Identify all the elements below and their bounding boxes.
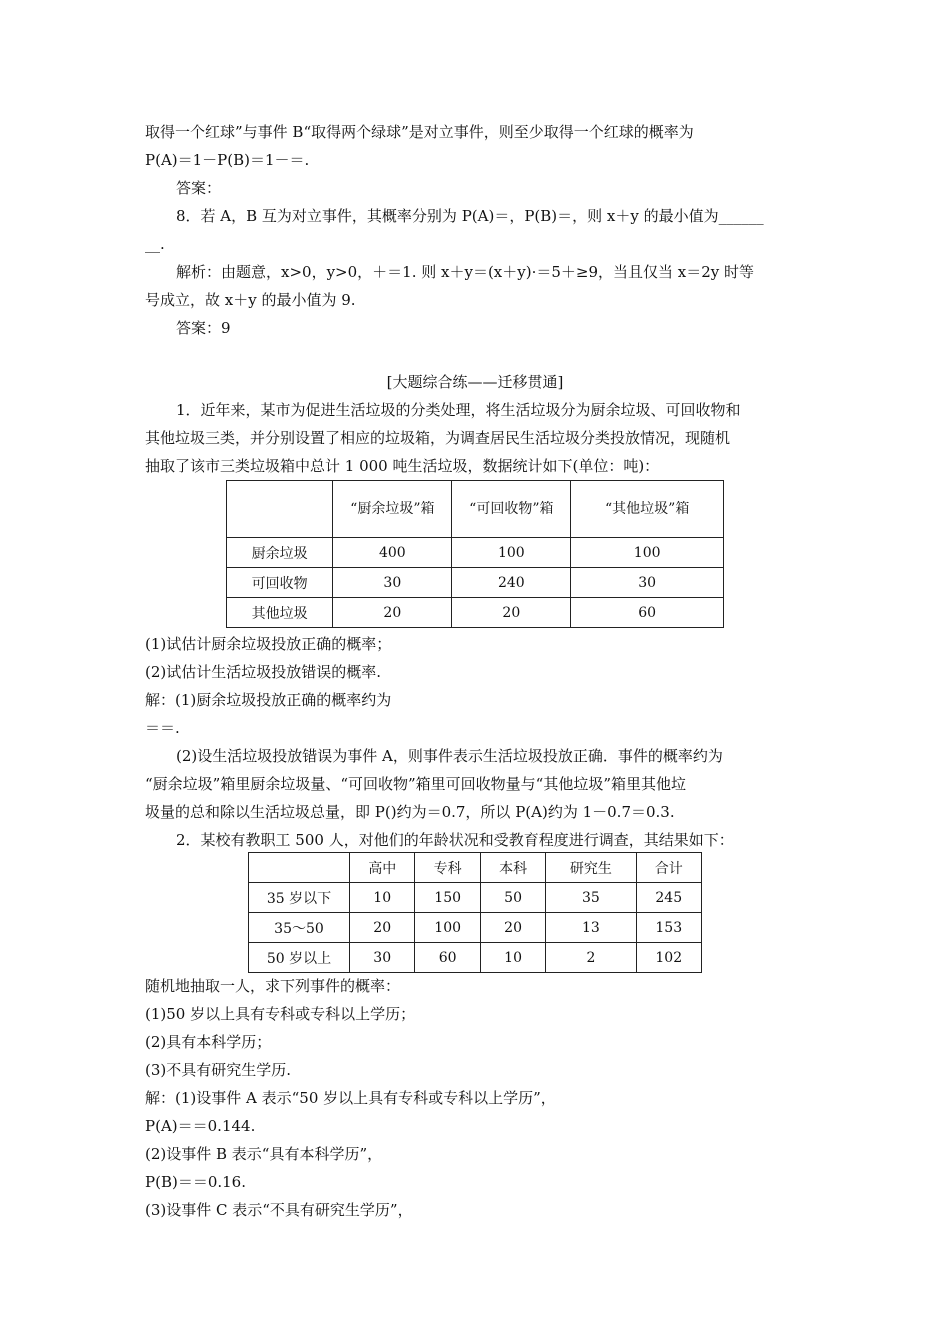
table-cell: 150 <box>415 883 480 913</box>
table-cell: 50 岁以上 <box>249 943 350 973</box>
table-cell: 50 <box>480 883 545 913</box>
table-cell: 其他垃圾 <box>227 598 333 628</box>
text-line: 号成立，故 x＋y 的最小值为 9. <box>145 291 356 309</box>
table-cell: 30 <box>571 568 724 598</box>
table-row <box>249 943 702 973</box>
text-line: 取得一个红球”与事件 B“取得两个绿球”是对立事件，则至少取得一个红球的概率为 <box>145 123 694 141</box>
table-header-cell <box>227 481 333 538</box>
answer-label: 答案： <box>176 179 222 197</box>
table-cell: 102 <box>636 943 701 973</box>
table-cell: 20 <box>333 598 452 628</box>
table-header-cell: 本科 <box>480 853 545 883</box>
problem-1: 1．近年来，某市为促进生活垃圾的分类处理，将生活垃圾分为厨余垃圾、可回收物和 <box>176 401 741 419</box>
table-row <box>227 598 724 628</box>
solution-line: (2)设事件 B 表示“具有本科学历”， <box>145 1145 383 1163</box>
section-heading: [大题综合练——迁移贯通] <box>386 373 564 391</box>
header-text: “厨余垃圾”箱 <box>350 501 435 517</box>
table-cell: 100 <box>452 538 571 568</box>
garbage-table <box>226 480 724 628</box>
header-text: “可回收物”箱 <box>469 501 554 517</box>
text-line: “厨余垃圾”箱里厨余垃圾量、“可回收物”箱里可回收物量与“其他垃圾”箱里其他垃 <box>145 775 687 793</box>
text-line: P(A)＝＝0.144. <box>145 1117 256 1135</box>
sub-question: (2)试估计生活垃圾投放错误的概率. <box>145 663 382 681</box>
analysis-line: 解析：由题意，x>0，y>0，＋＝1. 则 x＋y＝(x＋y)·＝5＋≥9，当且仅当 x＝2y 时等 <box>176 263 755 281</box>
problem-2: 2．某校有教职工 500 人，对他们的年龄状况和受教育程度进行调查，其结果如下： <box>176 831 734 849</box>
table-cell: 30 <box>333 568 452 598</box>
table-cell: 245 <box>636 883 701 913</box>
table-row <box>227 538 724 568</box>
table-cell: 厨余垃圾 <box>227 538 333 568</box>
table-cell: 100 <box>571 538 724 568</box>
text-line: __. <box>145 235 165 253</box>
table-cell: 400 <box>333 538 452 568</box>
text-line: 圾量的总和除以生活垃圾总量，即 P()约为＝0.7，所以 P(A)约为 1－0.7＝0.3. <box>145 803 675 821</box>
table-header-cell: 高中 <box>350 853 415 883</box>
table-header-cell: 研究生 <box>546 853 636 883</box>
text-line: ＝＝. <box>145 719 180 737</box>
text-line: 其他垃圾三类，并分别设置了相应的垃圾箱，为调查居民生活垃圾分类投放情况，现随机 <box>145 429 731 447</box>
table-cell: 35 岁以下 <box>249 883 350 913</box>
table-header-row <box>227 481 724 538</box>
table-cell: 10 <box>480 943 545 973</box>
question-8: 8．若 A，B 互为对立事件，其概率分别为 P(A)＝，P(B)＝，则 x＋y 的最小值为______ <box>176 207 764 225</box>
sub-question: (1)50 岁以上具有专科或专科以上学历； <box>145 1005 416 1023</box>
text-line: P(B)＝＝0.16. <box>145 1173 246 1191</box>
table-cell: 60 <box>415 943 480 973</box>
sub-question: (2)具有本科学历； <box>145 1033 272 1051</box>
answer-line: 答案：9 <box>176 319 231 337</box>
solution-line: (3)设事件 C 表示“不具有研究生学历”， <box>145 1201 413 1219</box>
table-header-cell <box>452 481 571 538</box>
table-cell: 153 <box>636 913 701 943</box>
sub-question: (1)试估计厨余垃圾投放正确的概率； <box>145 635 392 653</box>
table-cell: 2 <box>546 943 636 973</box>
text-line: 随机地抽取一人，求下列事件的概率： <box>145 977 401 995</box>
table-cell: 可回收物 <box>227 568 333 598</box>
table-header-cell: 合计 <box>636 853 701 883</box>
table-cell: 13 <box>546 913 636 943</box>
table-header-cell: 专科 <box>415 853 480 883</box>
table-cell: 35～50 <box>249 913 350 943</box>
table-cell: 20 <box>480 913 545 943</box>
table-cell: 20 <box>452 598 571 628</box>
table-cell: 35 <box>546 883 636 913</box>
text-line: P(A)＝1－P(B)＝1－＝. <box>145 151 310 169</box>
table-row <box>249 883 702 913</box>
table-header-cell: “其他垃圾”箱 <box>571 481 724 538</box>
table-cell: 10 <box>350 883 415 913</box>
table-cell: 240 <box>452 568 571 598</box>
text-line: 抽取了该市三类垃圾箱中总计 1 000 吨生活垃圾，数据统计如下(单位：吨)： <box>145 457 660 475</box>
solution-line: 解：(1)厨余垃圾投放正确的概率约为 <box>145 691 392 709</box>
solution-line: 解：(1)设事件 A 表示“50 岁以上具有专科或专科以上学历”， <box>145 1089 556 1107</box>
sub-question: (3)不具有研究生学历. <box>145 1061 292 1079</box>
table-row <box>249 913 702 943</box>
solution-line: (2)设生活垃圾投放错误为事件 A，则事件表示生活垃圾投放正确．事件的概率约为 <box>176 747 723 765</box>
staff-table <box>248 852 702 973</box>
table-header-cell <box>333 481 452 538</box>
table-row <box>227 568 724 598</box>
table-header-row <box>249 853 702 883</box>
table-header-cell <box>249 853 350 883</box>
table-cell: 30 <box>350 943 415 973</box>
table-cell: 20 <box>350 913 415 943</box>
table-cell: 60 <box>571 598 724 628</box>
table-cell: 100 <box>415 913 480 943</box>
